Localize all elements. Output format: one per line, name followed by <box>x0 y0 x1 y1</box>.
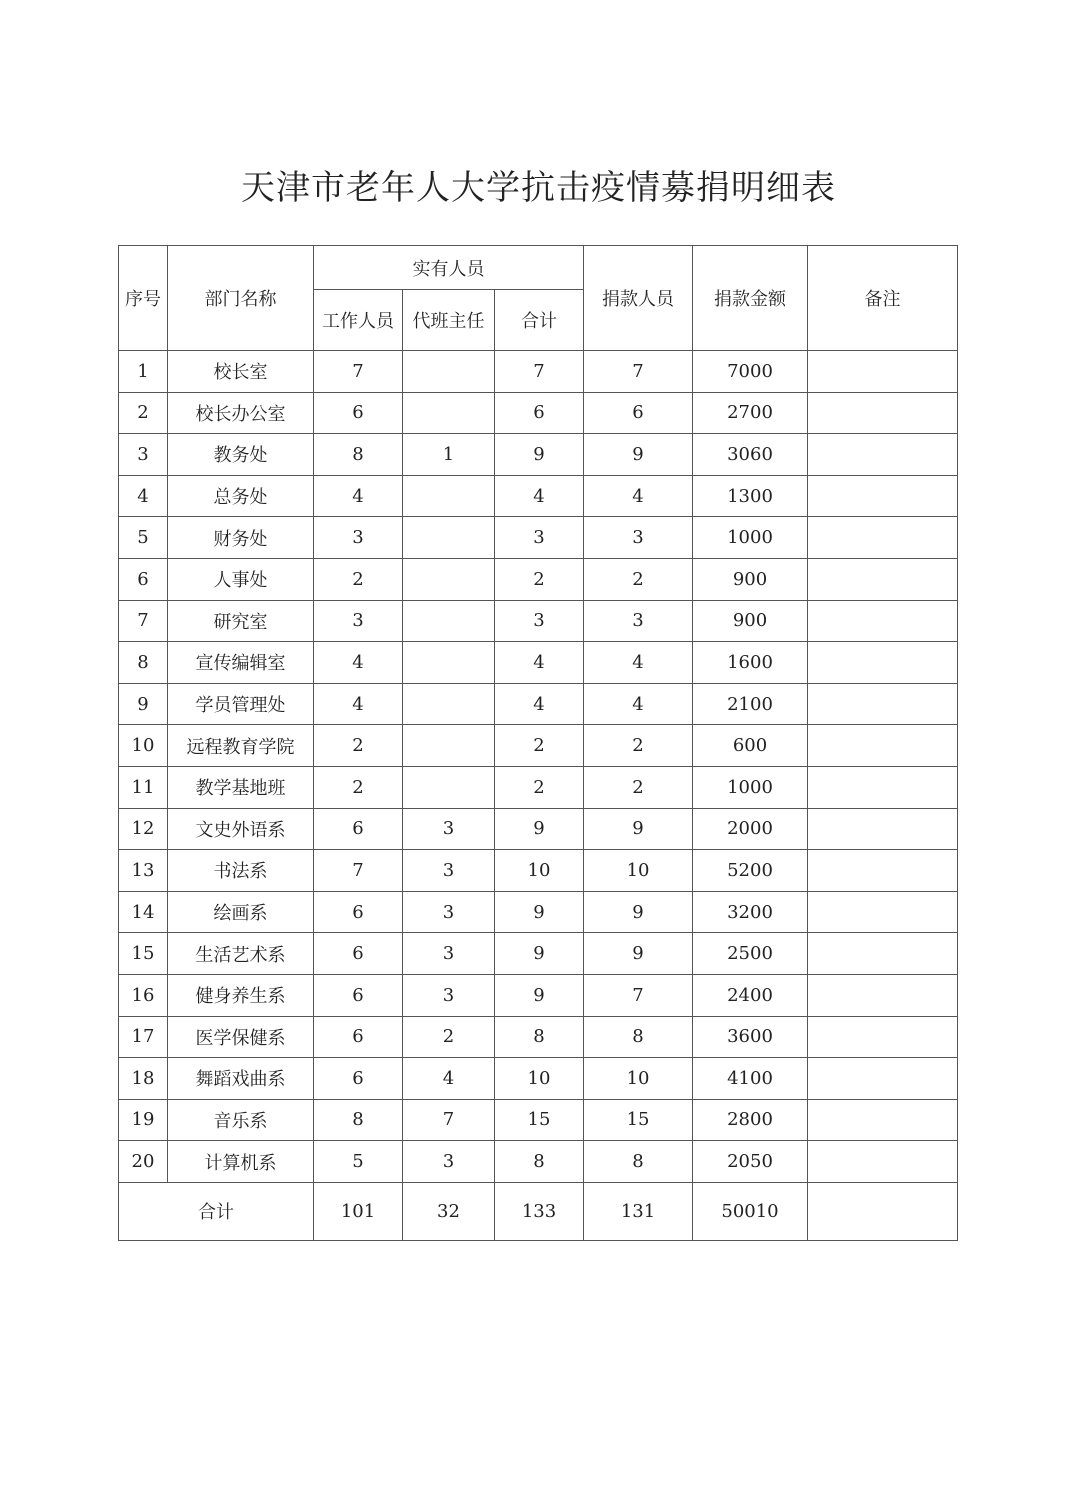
cell-subtotal: 3 <box>495 517 584 559</box>
cell-donors: 6 <box>584 392 693 434</box>
table-row <box>119 933 958 975</box>
cell-substitute <box>403 600 495 642</box>
cell-dept: 舞蹈戏曲系 <box>168 1058 314 1100</box>
cell-substitute: 3 <box>403 808 495 850</box>
cell-staff: 6 <box>314 808 403 850</box>
cell-amount: 900 <box>693 600 808 642</box>
cell-amount: 2500 <box>693 933 808 975</box>
cell-subtotal: 10 <box>495 1058 584 1100</box>
table-row <box>119 683 958 725</box>
cell-subtotal: 15 <box>495 1099 584 1141</box>
cell-subtotal: 9 <box>495 933 584 975</box>
cell-amount: 1600 <box>693 642 808 684</box>
cell-seq: 5 <box>119 517 168 559</box>
cell-remark <box>808 392 958 434</box>
cell-amount: 2800 <box>693 1099 808 1141</box>
cell-dept: 书法系 <box>168 850 314 892</box>
cell-subtotal: 3 <box>495 600 584 642</box>
cell-remark <box>808 558 958 600</box>
cell-donors: 3 <box>584 600 693 642</box>
cell-staff: 2 <box>314 766 403 808</box>
cell-donors: 9 <box>584 808 693 850</box>
cell-staff: 3 <box>314 600 403 642</box>
header-dept: 部门名称 <box>168 246 314 351</box>
cell-dept: 教务处 <box>168 434 314 476</box>
total-amount: 50010 <box>693 1182 808 1240</box>
cell-remark <box>808 766 958 808</box>
cell-staff: 8 <box>314 434 403 476</box>
cell-amount: 1000 <box>693 517 808 559</box>
cell-substitute: 1 <box>403 434 495 476</box>
total-substitute: 32 <box>403 1182 495 1240</box>
total-remark <box>808 1182 958 1240</box>
cell-donors: 2 <box>584 725 693 767</box>
cell-donors: 7 <box>584 351 693 393</box>
cell-amount: 600 <box>693 725 808 767</box>
cell-dept: 生活艺术系 <box>168 933 314 975</box>
cell-seq: 4 <box>119 475 168 517</box>
table-row <box>119 475 958 517</box>
cell-staff: 2 <box>314 558 403 600</box>
total-donors: 131 <box>584 1182 693 1240</box>
cell-donors: 4 <box>584 683 693 725</box>
cell-remark <box>808 1141 958 1183</box>
cell-staff: 5 <box>314 1141 403 1183</box>
table-row <box>119 1058 958 1100</box>
table-row <box>119 1016 958 1058</box>
cell-seq: 19 <box>119 1099 168 1141</box>
table-row <box>119 725 958 767</box>
cell-donors: 2 <box>584 766 693 808</box>
cell-staff: 6 <box>314 974 403 1016</box>
cell-dept: 远程教育学院 <box>168 725 314 767</box>
cell-amount: 3200 <box>693 891 808 933</box>
cell-seq: 13 <box>119 850 168 892</box>
cell-substitute <box>403 683 495 725</box>
cell-subtotal: 4 <box>495 642 584 684</box>
cell-donors: 9 <box>584 434 693 476</box>
cell-subtotal: 2 <box>495 766 584 808</box>
header-substitute: 代班主任 <box>403 290 495 351</box>
cell-remark <box>808 891 958 933</box>
header-amount: 捐款金额 <box>693 246 808 351</box>
cell-seq: 18 <box>119 1058 168 1100</box>
cell-staff: 7 <box>314 850 403 892</box>
cell-seq: 15 <box>119 933 168 975</box>
cell-substitute <box>403 642 495 684</box>
cell-remark <box>808 683 958 725</box>
cell-substitute: 3 <box>403 974 495 1016</box>
cell-subtotal: 9 <box>495 891 584 933</box>
cell-subtotal: 4 <box>495 475 584 517</box>
cell-amount: 1000 <box>693 766 808 808</box>
cell-subtotal: 6 <box>495 392 584 434</box>
donation-table <box>118 245 958 1241</box>
cell-substitute: 7 <box>403 1099 495 1141</box>
cell-seq: 7 <box>119 600 168 642</box>
cell-substitute <box>403 392 495 434</box>
cell-amount: 2100 <box>693 683 808 725</box>
cell-remark <box>808 1016 958 1058</box>
cell-donors: 4 <box>584 642 693 684</box>
cell-seq: 17 <box>119 1016 168 1058</box>
cell-dept: 音乐系 <box>168 1099 314 1141</box>
table-row <box>119 351 958 393</box>
table-row <box>119 392 958 434</box>
header-seq: 序号 <box>119 246 168 351</box>
cell-donors: 2 <box>584 558 693 600</box>
cell-seq: 9 <box>119 683 168 725</box>
cell-subtotal: 9 <box>495 974 584 1016</box>
total-staff: 101 <box>314 1182 403 1240</box>
cell-donors: 8 <box>584 1016 693 1058</box>
table-row <box>119 1099 958 1141</box>
cell-amount: 5200 <box>693 850 808 892</box>
cell-substitute <box>403 725 495 767</box>
cell-substitute <box>403 475 495 517</box>
cell-staff: 4 <box>314 683 403 725</box>
cell-staff: 4 <box>314 475 403 517</box>
header-actual-staff: 实有人员 <box>314 246 584 290</box>
cell-seq: 2 <box>119 392 168 434</box>
cell-seq: 12 <box>119 808 168 850</box>
cell-substitute: 2 <box>403 1016 495 1058</box>
cell-subtotal: 4 <box>495 683 584 725</box>
header-row-top <box>119 246 958 290</box>
cell-staff: 6 <box>314 1058 403 1100</box>
cell-subtotal: 8 <box>495 1141 584 1183</box>
cell-seq: 3 <box>119 434 168 476</box>
table-body <box>119 351 958 1183</box>
cell-staff: 6 <box>314 1016 403 1058</box>
total-row <box>119 1182 958 1240</box>
cell-dept: 总务处 <box>168 475 314 517</box>
cell-subtotal: 9 <box>495 808 584 850</box>
total-label: 合计 <box>119 1182 314 1240</box>
table-row <box>119 974 958 1016</box>
cell-substitute: 4 <box>403 1058 495 1100</box>
cell-amount: 2400 <box>693 974 808 1016</box>
table-row <box>119 600 958 642</box>
cell-staff: 6 <box>314 392 403 434</box>
cell-dept: 健身养生系 <box>168 974 314 1016</box>
cell-substitute: 3 <box>403 1141 495 1183</box>
cell-subtotal: 8 <box>495 1016 584 1058</box>
table-row <box>119 850 958 892</box>
cell-seq: 20 <box>119 1141 168 1183</box>
cell-substitute <box>403 351 495 393</box>
cell-donors: 10 <box>584 850 693 892</box>
cell-dept: 教学基地班 <box>168 766 314 808</box>
cell-subtotal: 2 <box>495 558 584 600</box>
cell-staff: 2 <box>314 725 403 767</box>
cell-remark <box>808 850 958 892</box>
cell-remark <box>808 725 958 767</box>
cell-seq: 14 <box>119 891 168 933</box>
cell-donors: 15 <box>584 1099 693 1141</box>
cell-dept: 校长办公室 <box>168 392 314 434</box>
cell-dept: 宣传编辑室 <box>168 642 314 684</box>
cell-substitute <box>403 766 495 808</box>
header-remark: 备注 <box>808 246 958 351</box>
cell-staff: 6 <box>314 891 403 933</box>
cell-donors: 10 <box>584 1058 693 1100</box>
cell-donors: 9 <box>584 933 693 975</box>
cell-dept: 校长室 <box>168 351 314 393</box>
cell-seq: 1 <box>119 351 168 393</box>
cell-donors: 7 <box>584 974 693 1016</box>
cell-amount: 1300 <box>693 475 808 517</box>
cell-seq: 6 <box>119 558 168 600</box>
cell-amount: 3060 <box>693 434 808 476</box>
cell-remark <box>808 974 958 1016</box>
cell-staff: 7 <box>314 351 403 393</box>
cell-remark <box>808 1058 958 1100</box>
cell-staff: 4 <box>314 642 403 684</box>
cell-remark <box>808 351 958 393</box>
cell-seq: 16 <box>119 974 168 1016</box>
cell-subtotal: 10 <box>495 850 584 892</box>
cell-remark <box>808 933 958 975</box>
cell-substitute <box>403 517 495 559</box>
cell-dept: 计算机系 <box>168 1141 314 1183</box>
cell-seq: 10 <box>119 725 168 767</box>
table-row <box>119 517 958 559</box>
table-row <box>119 891 958 933</box>
cell-staff: 8 <box>314 1099 403 1141</box>
cell-amount: 2000 <box>693 808 808 850</box>
cell-remark <box>808 517 958 559</box>
cell-dept: 人事处 <box>168 558 314 600</box>
cell-substitute: 3 <box>403 891 495 933</box>
cell-amount: 3600 <box>693 1016 808 1058</box>
cell-amount: 2050 <box>693 1141 808 1183</box>
table-row <box>119 642 958 684</box>
header-donors: 捐款人员 <box>584 246 693 351</box>
cell-dept: 学员管理处 <box>168 683 314 725</box>
cell-remark <box>808 475 958 517</box>
cell-donors: 9 <box>584 891 693 933</box>
header-subtotal: 合计 <box>495 290 584 351</box>
cell-substitute: 3 <box>403 933 495 975</box>
cell-substitute: 3 <box>403 850 495 892</box>
table-row <box>119 1141 958 1183</box>
page-title: 天津市老年人大学抗击疫情募捐明细表 <box>241 168 836 208</box>
cell-substitute <box>403 558 495 600</box>
cell-remark <box>808 1099 958 1141</box>
cell-remark <box>808 808 958 850</box>
cell-dept: 研究室 <box>168 600 314 642</box>
total-subtotal: 133 <box>495 1182 584 1240</box>
cell-remark <box>808 600 958 642</box>
cell-dept: 财务处 <box>168 517 314 559</box>
cell-dept: 绘画系 <box>168 891 314 933</box>
cell-amount: 7000 <box>693 351 808 393</box>
cell-amount: 2700 <box>693 392 808 434</box>
cell-subtotal: 2 <box>495 725 584 767</box>
table-row <box>119 558 958 600</box>
cell-amount: 4100 <box>693 1058 808 1100</box>
cell-dept: 医学保健系 <box>168 1016 314 1058</box>
table-row <box>119 808 958 850</box>
table-row <box>119 434 958 476</box>
cell-subtotal: 7 <box>495 351 584 393</box>
table-row <box>119 766 958 808</box>
cell-staff: 6 <box>314 933 403 975</box>
cell-donors: 3 <box>584 517 693 559</box>
cell-donors: 8 <box>584 1141 693 1183</box>
cell-remark <box>808 642 958 684</box>
cell-subtotal: 9 <box>495 434 584 476</box>
header-staff: 工作人员 <box>314 290 403 351</box>
cell-staff: 3 <box>314 517 403 559</box>
cell-seq: 11 <box>119 766 168 808</box>
cell-donors: 4 <box>584 475 693 517</box>
cell-seq: 8 <box>119 642 168 684</box>
cell-amount: 900 <box>693 558 808 600</box>
cell-remark <box>808 434 958 476</box>
cell-dept: 文史外语系 <box>168 808 314 850</box>
